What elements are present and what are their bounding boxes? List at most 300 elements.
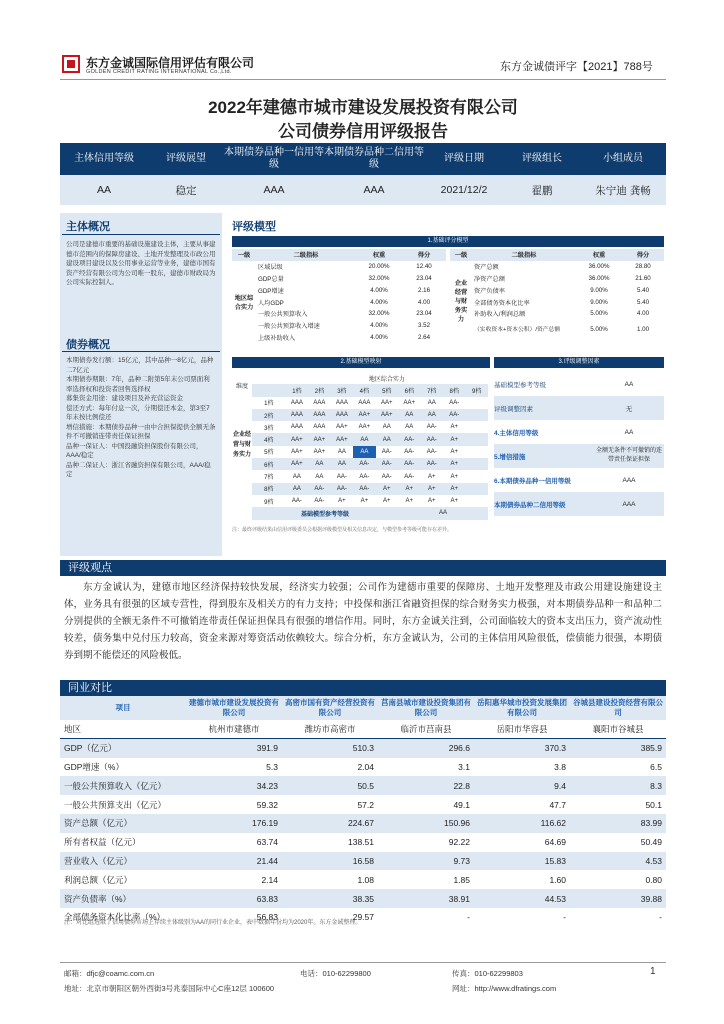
matrix-cell: AA: [382, 424, 391, 431]
company-name-en: GOLDEN CREDIT RATING INTERNATIONAL Co.,Ltd.: [86, 69, 232, 75]
footer-divider: [60, 962, 666, 963]
bond-line: 品种二保证人：浙江省融资担保有限公司，AAA/稳定: [66, 461, 211, 478]
indicator-weight: 4.00%: [370, 322, 388, 330]
metric-value: 16.58: [352, 855, 374, 866]
metric-label: 一般公共预算收入（亿元）: [64, 780, 167, 791]
metric-value: 50.5: [357, 780, 374, 791]
indicator-score: 4.00: [636, 310, 650, 318]
report-title-line2: 公司债券信用评级报告: [278, 122, 448, 141]
metric-value: 5.3: [266, 761, 278, 772]
metric-value: 6.5: [650, 761, 662, 772]
metric-value: 116.62: [540, 818, 566, 829]
matrix-row-header: 4档: [264, 438, 274, 445]
matrix-cell: AA+: [291, 461, 303, 468]
corporate-group-label: 企业经营与财务实力: [454, 279, 468, 323]
matrix-cell: AA+: [336, 436, 348, 443]
metric-value: 34.23: [256, 780, 278, 791]
metric-value: 50.1: [645, 799, 662, 810]
indicator-score: 28.80: [635, 263, 651, 271]
matrix-cell: A+: [405, 485, 414, 492]
matrix-cell: [465, 470, 488, 482]
adj-value: AAA: [622, 500, 636, 508]
metric-value: 29.57: [352, 912, 374, 923]
matrix-cell: [465, 397, 488, 409]
matrix-cell: A+: [405, 498, 414, 505]
matrix-cell: AAA: [290, 424, 303, 431]
bond2-rating-value: AAA: [363, 184, 385, 196]
matrix-cell: AAA: [313, 399, 326, 406]
metric-value: 47.7: [549, 799, 566, 810]
matrix-col-header: 3档: [337, 388, 347, 395]
model-note: 注：最终评级结果由信用评级委员会根据评级模型及相关信息决定，与模型参考等级可能存在差异。: [232, 527, 453, 533]
matrix-cell: A+: [450, 448, 458, 455]
matrix-cell: AA+: [291, 448, 303, 455]
header-bond2-rating: 本期债券品种二信用等级: [324, 147, 424, 170]
base-reference-label: 基础模型参考等级: [301, 511, 350, 518]
matrix-cell: A+: [427, 485, 436, 492]
metric-value: 224.67: [348, 818, 374, 829]
metric-value: 22.8: [453, 780, 470, 791]
matrix-cell: AA: [405, 412, 414, 419]
rating-mapping-matrix: [252, 372, 488, 520]
bond-line: 本期债券期限：7年，品种二附第5年末公司票面利率选择权和投资者回售选择权: [66, 376, 210, 393]
footer-email: 邮箱：dfjc@coamc.com.cn: [64, 969, 155, 978]
indicator-score: 4.00: [417, 298, 431, 306]
region-value: 临沂市莒南县: [400, 724, 452, 735]
indicator-name: GDP增速: [258, 287, 284, 295]
metric-value: 56.83: [256, 912, 278, 923]
indicator-score: 5.40: [636, 286, 650, 294]
metric-label: 资产总额（亿元）: [64, 818, 133, 829]
matrix-axis-label: 企业经营与财务实力: [232, 432, 251, 458]
metric-value: 3.8: [554, 761, 566, 772]
indicator-weight: 4.00%: [370, 298, 388, 306]
indicator-score: 1.00: [636, 326, 650, 334]
matrix-cell: AA-: [336, 473, 347, 480]
indicator-score: 5.40: [636, 298, 650, 306]
matrix-cell: AA: [315, 473, 324, 480]
report-title-line1: 2022年建德市城市建设发展投资有限公司: [208, 98, 518, 117]
table-row: [60, 889, 666, 908]
adj-label: 评级调整因素: [494, 405, 533, 413]
adj-label: 6.本期债券品种一信用等级: [494, 477, 571, 485]
comparison-title: 同业对比: [60, 680, 666, 696]
matrix-cell: AA-: [426, 448, 437, 455]
indicator-weight: 4.00%: [370, 333, 388, 341]
metric-value: 64.69: [544, 837, 566, 848]
metric-value: 3.1: [458, 761, 470, 772]
metric-label: 资产负债率（%）: [64, 893, 132, 904]
matrix-title: 地区综合实力: [368, 376, 405, 383]
metric-value: 510.3: [352, 743, 374, 754]
metric-label: 全部债务资本化比率（%）: [64, 912, 166, 923]
indicator-weight: 5.00%: [590, 310, 608, 318]
matrix-cell: AA-: [426, 461, 437, 468]
matrix-col-header: 2档: [314, 388, 325, 395]
team-members-value: 朱宁迪 龚畅: [595, 184, 651, 197]
overview-text: 公司是建德市重要的基础设施建设主体，主要从事建德市范围内的保障房建设、土地开发整理及市政公用建设项目建设以及公用事业运营等业务，建德市国有资产经营有限公司为公司唯一股东，建德市财政局为公司实际控制人。: [66, 241, 216, 286]
indicator-name: 上级补助收入: [258, 334, 296, 342]
header-team-lead: 评级组长: [522, 153, 562, 164]
corporate-strength-table: [450, 249, 664, 340]
indicator-name: 一般公共预算收入: [258, 311, 308, 319]
matrix-row-header: 5档: [264, 450, 274, 457]
indicator-name: 补助收入/利润总额: [474, 311, 526, 319]
matrix-row-header: 8档: [264, 487, 274, 494]
report-number: 东方金诚债评字【2021】788号: [500, 61, 653, 73]
indicator-name: 净资产总额: [474, 275, 505, 283]
matrix-cell: AA-: [404, 448, 415, 455]
matrix-cell: AA+: [381, 412, 393, 419]
metric-value: 2.04: [357, 761, 374, 772]
matrix-row-header: 7档: [264, 475, 274, 482]
bond-overview-divider: [62, 351, 220, 352]
matrix-cell: [465, 446, 488, 458]
col-level1: 一级: [237, 252, 251, 260]
matrix-cell: AA+: [336, 424, 348, 431]
metric-value: 38.91: [448, 893, 470, 904]
matrix-cell: [465, 421, 488, 433]
col-weight: 权重: [372, 252, 386, 260]
team-lead-value: 翟鹏: [531, 184, 553, 197]
matrix-cell: A+: [450, 498, 458, 505]
indicator-score: 12.40: [416, 263, 432, 271]
viewpoint-text: 东方金诚认为，建德市地区经济保持较快发展，经济实力较强；公司作为建德市重要的保障房、土地开发整理及市政公用建设施建设主体，业务具有很强的区域专营性，得到股东及相关方的有力支持；中投保和浙江省融资担保的综合财务实力极强，对本期债券品种一和品种二分别提供的全额无条件不可撤销连带责任保证担保具有很强的增信作用。同时，东方金诚关注到，公司面临较大的资本支出压力，资产流动性较差，债务集中兑付压力较高，资金来源对筹资活动依赖较大。综合分析，东方金诚认为，公司的主体信用风险很低，偿债能力很强，本期债券到期不能偿还的风险极低。: [64, 582, 662, 661]
matrix-cell: AA: [337, 448, 346, 455]
metric-value: 59.32: [256, 799, 278, 810]
outlook-value: 稳定: [175, 184, 197, 197]
matrix-cell: [465, 495, 488, 507]
regional-strength-table: [232, 249, 446, 343]
adj-value: AA: [624, 428, 634, 436]
indicator-score: 2.64: [417, 333, 431, 341]
overview-divider: [62, 234, 220, 235]
metric-value: 44.53: [544, 893, 566, 904]
viewpoint-title: 评级观点: [60, 560, 666, 576]
indicator-weight: 36.00%: [588, 274, 610, 282]
matrix-row-header: 6档: [264, 462, 274, 469]
rating-model-title: 评级模型: [232, 221, 276, 233]
adj-label: 基础模型参考等级: [494, 381, 546, 389]
matrix-cell: AA: [292, 485, 301, 492]
region-label: 地区: [64, 724, 82, 735]
footer-website[interactable]: 网址：http://www.dfratings.com: [452, 984, 557, 993]
indicator-weight: 32.00%: [368, 310, 390, 318]
adj-label: 5.增信措施: [494, 453, 526, 461]
matrix-col-header: 8档: [449, 388, 459, 395]
metric-value: 9.4: [554, 780, 566, 791]
company-header: 高密市国有资产经营投资有限公司: [285, 698, 375, 717]
col-level1: 一级: [454, 252, 468, 260]
indicator-name: 全部债务资本化比率: [474, 299, 530, 307]
metric-value: 1.85: [453, 874, 470, 885]
metric-value: 63.74: [256, 837, 278, 848]
metric-label: 所有者权益（亿元）: [64, 837, 141, 848]
metric-value: 92.22: [448, 837, 470, 848]
matrix-cell: [465, 433, 488, 445]
matrix-cell: A+: [383, 485, 391, 492]
indicator-score: 21.60: [635, 274, 651, 282]
col-indicator: 二级指标: [293, 252, 319, 260]
matrix-cell: AA-: [404, 473, 415, 480]
footer-address: 地址：北京市朝阳区朝外西街3号兆泰国际中心C座12层 100600: [64, 984, 275, 993]
indicator-weight: 32.00%: [368, 274, 390, 282]
matrix-cell: [465, 409, 488, 421]
col-score: 得分: [417, 252, 431, 260]
indicator-name: （实收资本+资本公积）/资产总额: [474, 326, 561, 333]
matrix-row-header: 1档: [264, 401, 274, 408]
company-header: 谷城县建设投资经营有限公司: [573, 698, 663, 717]
bond-line: 偿还方式：每年付息一次，分期偿还本金，第3至7年末按比例偿还: [66, 404, 210, 421]
matrix-cell: A+: [360, 498, 369, 505]
matrix-cell: [465, 483, 488, 495]
table-row: [60, 795, 666, 814]
dimension-label: 维度: [236, 384, 249, 390]
metric-value: 138.51: [348, 837, 374, 848]
metric-value: 391.9: [256, 743, 278, 754]
table-row: [60, 833, 666, 852]
matrix-cell: AA-: [449, 399, 460, 406]
metric-value: 21.44: [256, 855, 278, 866]
matrix-cell: [465, 458, 488, 470]
indicator-name: 一般公共预算收入增速: [258, 323, 320, 331]
header-issuer-rating: 主体信用等级: [74, 153, 134, 164]
matrix-col-header: 5档: [382, 388, 392, 395]
metric-value: -: [659, 912, 662, 923]
matrix-cell: A+: [450, 485, 458, 492]
metric-value: 150.96: [444, 818, 470, 829]
matrix-cell: AA+: [313, 448, 326, 455]
indicator-weight: 9.00%: [590, 298, 608, 306]
metric-value: 83.99: [640, 818, 662, 829]
matrix-cell: AA-: [404, 461, 415, 468]
indicator-weight: 9.00%: [590, 286, 608, 294]
metric-label: 利润总额（亿元）: [64, 874, 133, 885]
header-rating-date: 评级日期: [444, 153, 484, 164]
matrix-cell: A+: [450, 424, 458, 431]
metric-value: 370.3: [544, 743, 566, 754]
indicator-score: 3.52: [417, 322, 431, 330]
matrix-cell: A+: [427, 473, 436, 480]
matrix-cell: AA+: [381, 399, 393, 406]
indicator-name: 资产总额: [474, 264, 499, 272]
adj-value: AAA: [622, 476, 636, 484]
matrix-row-header: 3档: [264, 425, 274, 432]
matrix-cell: A+: [450, 436, 458, 443]
company-header: 建德市城市建设发展投资有限公司: [189, 698, 279, 717]
col-indicator: 二级指标: [511, 252, 537, 260]
peer-comparison-table: [60, 696, 666, 927]
matrix-cell: AAA: [313, 412, 326, 419]
metric-value: 63.83: [256, 893, 278, 904]
matrix-cell: A+: [450, 461, 458, 468]
metric-label: 一般公共预算支出（亿元）: [64, 799, 167, 810]
header-team-members: 小组成员: [603, 153, 643, 164]
adj-value: 全额无条件不可撤销的连带责任保证担保: [595, 448, 662, 463]
matrix-row-header: 2档: [264, 413, 274, 420]
matrix-cell: AA-: [426, 424, 437, 431]
footer-fax: 传真：010-62299803: [452, 969, 523, 978]
adj-label: 本期债券品种二信用等级: [494, 501, 566, 509]
region-value: 杭州市建德市: [208, 724, 260, 735]
base-reference-value: AA: [439, 510, 448, 517]
matrix-cell: A+: [338, 498, 346, 505]
header-outlook: 评级展望: [166, 153, 206, 164]
matrix-cell: AA+: [403, 399, 416, 406]
matrix-cell: AA: [405, 424, 414, 431]
bond-line: 增信措施：本期债券品种一由中合担保提供全额无条件不可撤销连带责任保证担保: [66, 423, 216, 440]
matrix-cell: AAA: [335, 412, 348, 419]
matrix-cell: AA-: [404, 436, 415, 443]
metric-value: -: [563, 912, 566, 923]
bond1-rating-value: AAA: [263, 184, 285, 196]
matrix-cell: AA+: [358, 412, 371, 419]
table-row: [60, 814, 666, 833]
bond-overview-title: 债券概况: [66, 339, 110, 351]
metric-value: 39.88: [640, 893, 662, 904]
metric-label: GDP（亿元）: [64, 743, 117, 754]
metric-value: 385.9: [640, 743, 662, 754]
metric-value: 15.83: [544, 855, 566, 866]
metric-label: GDP增速（%）: [64, 761, 124, 772]
matrix-cell: AA-: [381, 448, 392, 455]
item-header: 项目: [115, 703, 131, 712]
header-divider: [60, 79, 666, 80]
matrix-cell: AA+: [358, 424, 371, 431]
matrix-cell: AAA: [313, 424, 326, 431]
metric-value: 1.60: [549, 874, 566, 885]
bond-overview-list: [66, 356, 216, 480]
metric-value: -: [467, 912, 470, 923]
indicator-score: 2.16: [417, 286, 431, 294]
matrix-col-header: 6档: [404, 388, 414, 395]
rating-summary-table: [60, 143, 666, 205]
matrix-cell: AA: [427, 412, 436, 419]
matrix-cell: AAA: [290, 399, 303, 406]
indicator-name: 资产负债率: [474, 287, 505, 295]
bond-line: 品种一保证人：中国投融资担保股份有限公司，AAA/稳定: [66, 442, 203, 459]
matrix-col-header: 4档: [359, 388, 370, 395]
matrix-cell: AA-: [359, 461, 370, 468]
matrix-cell: AA: [315, 461, 324, 468]
indicator-name: 人均GDP: [258, 299, 284, 307]
company-name-cn: 东方金诚国际信用评估有限公司: [86, 56, 255, 70]
matrix-cell: AA+: [313, 436, 326, 443]
matrix-cell: AA+: [291, 436, 303, 443]
adjustment-bar: 3.评级调整因素: [494, 357, 664, 368]
region-value: 襄阳市谷城县: [592, 724, 644, 735]
metric-value: 0.80: [645, 874, 662, 885]
indicator-name: 区域层级: [258, 264, 283, 272]
metric-value: 49.1: [453, 799, 470, 810]
adj-label: 4.主体信用等级: [494, 429, 539, 437]
metric-value: 2.14: [261, 874, 278, 885]
matrix-cell: AAA: [358, 399, 371, 406]
matrix-cell: A+: [450, 473, 458, 480]
indicator-weight: 5.00%: [590, 326, 608, 334]
matrix-cell: AA: [353, 446, 375, 458]
matrix-col-header: 1档: [292, 388, 302, 395]
matrix-cell: AA-: [314, 485, 325, 492]
metric-value: 50.49: [640, 837, 662, 848]
matrix-cell: AA: [427, 399, 436, 406]
indicator-weight: 4.00%: [370, 286, 388, 294]
matrix-cell: AA-: [291, 498, 302, 505]
indicator-weight: 20.00%: [368, 263, 390, 271]
overview-title: 主体概况: [66, 221, 110, 233]
header-bond1-rating: 本期债券品种一信用等级: [224, 147, 324, 170]
matrix-cell: AA-: [336, 485, 347, 492]
comparison-note: 注：对比组选取了信用债券市场上存续主体级别为AA的同行业企业，表中数据年份均为2020年。东方金诚整理。: [64, 920, 362, 926]
metric-label: 营业收入（亿元）: [64, 855, 133, 866]
adj-value: 无: [625, 405, 633, 413]
matrix-cell: AA-: [381, 473, 392, 480]
table-row: [60, 776, 666, 795]
metric-value: 296.6: [448, 743, 470, 754]
matrix-cell: AAA: [290, 412, 303, 419]
metric-value: 57.2: [357, 799, 374, 810]
metric-value: 4.53: [645, 855, 662, 866]
matrix-cell: AA: [382, 436, 391, 443]
indicator-weight: 36.00%: [588, 263, 610, 271]
col-weight: 权重: [592, 252, 606, 260]
matrix-cell: AAA: [335, 399, 348, 406]
matrix-cell: AA-: [426, 436, 437, 443]
indicator-name: GDP总量: [258, 275, 284, 283]
bond-line: 本期债券发行额：15亿元，其中品种一8亿元，品种二7亿元: [66, 357, 214, 374]
indicator-score: 23.04: [416, 310, 432, 318]
matrix-cell: AA: [292, 473, 301, 480]
rating-date-value: 2021/12/2: [440, 184, 488, 196]
matrix-col-header: 9档: [472, 388, 482, 395]
matrix-row-header: 9档: [264, 499, 274, 506]
matrix-cell: AA: [360, 436, 369, 443]
region-value: 潍坊市高密市: [304, 724, 356, 735]
matrix-cell: AA-: [359, 473, 370, 480]
matrix-cell: A+: [427, 498, 436, 505]
table-row: [60, 852, 666, 871]
regional-group-label: 地区综合实力: [234, 295, 254, 312]
matrix-cell: AA-: [449, 412, 460, 419]
matrix-cell: A+: [383, 498, 391, 505]
metric-value: 8.3: [650, 780, 662, 791]
matrix-cell: AA: [337, 461, 346, 468]
mapping-bar: 2.基础模型映射: [232, 357, 490, 368]
page-number: 1: [650, 966, 656, 977]
region-value: 岳阳市华容县: [496, 724, 548, 735]
table-row: [60, 758, 666, 777]
matrix-col-header: 7档: [427, 388, 437, 395]
col-score: 得分: [636, 252, 650, 260]
matrix-cell: AA-: [359, 485, 370, 492]
matrix-cell: AA-: [381, 461, 392, 468]
issuer-rating-value: AA: [96, 184, 111, 196]
footer-phone: 电话：010-62299800: [300, 969, 371, 978]
metric-value: 9.73: [453, 855, 470, 866]
metric-value: 38.35: [352, 893, 374, 904]
company-header: 岳阳惠华城市投资发展集团有限公司: [477, 698, 567, 717]
company-header: 莒南县城市建设投资集团有限公司: [381, 698, 471, 717]
table-row: [60, 870, 666, 889]
basic-model-bar: 1.基础评分模型: [232, 236, 664, 247]
company-logo: [62, 55, 80, 73]
adj-value: AA: [624, 380, 634, 388]
metric-value: 1.08: [357, 874, 374, 885]
indicator-score: 23.04: [416, 274, 432, 282]
table-row: [60, 739, 666, 758]
adjustment-table: [494, 372, 664, 516]
metric-value: 176.19: [252, 818, 278, 829]
